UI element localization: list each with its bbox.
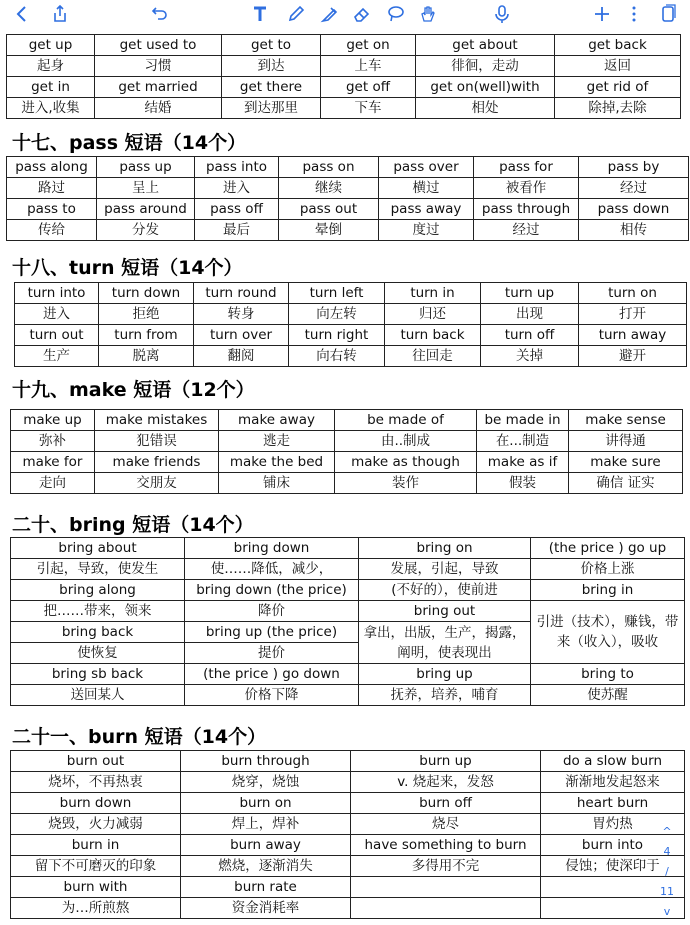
meaning-cell: 使苏醒 [531,685,685,706]
phrase-row [11,877,685,898]
phrase-cell: turn right [289,325,385,346]
meaning-row [11,856,685,877]
meaning-row [7,178,689,199]
chevron-up-icon[interactable]: ^ [662,825,672,838]
phrase-cell: make friends [95,452,219,473]
meaning-cell [351,898,541,919]
meaning-cell: 留下不可磨灭的印象 [11,856,181,877]
phrase-cell: make as though [335,452,477,473]
meaning-cell: v. 烧起来，发怒 [351,772,541,793]
meaning-cell: 交朋友 [95,473,219,494]
section-title-burn: 二十一、burn 短语（14个） [12,726,267,748]
phrase-cell: make mistakes [95,410,219,431]
meaning-cell: 度过 [379,220,474,241]
meaning-cell: 习惯 [95,56,222,77]
get-phrases-table [6,34,680,119]
meaning-cell: 呈上 [97,178,195,199]
meaning-cell: 由..制成 [335,431,477,452]
phrase-cell: get about [416,35,555,56]
meaning-cell: 铺床 [219,473,335,494]
meaning-cell: 为…所煎熬 [11,898,181,919]
pass-phrases-table [6,156,688,241]
meaning-cell: 到达那里 [222,98,321,119]
meaning-cell: 除掉,去除 [555,98,681,119]
meaning-cell: 被看作 [474,178,579,199]
meaning-cell: 烧尽 [351,814,541,835]
phrase-table [10,537,685,706]
phrase-cell: pass up [97,157,195,178]
meaning-cell: 走向 [11,473,95,494]
phrase-cell: heart burn [541,793,685,814]
phrase-cell: turn left [289,283,385,304]
phrase-cell: pass into [195,157,279,178]
phrase-cell: burn down [11,793,181,814]
phrase-cell: bring to [531,664,685,685]
meaning-cell: 拒绝 [99,304,194,325]
meaning-cell: 相传 [579,220,689,241]
phrase-cell: turn over [194,325,289,346]
phrase-cell: bring on [359,538,531,559]
phrase-cell: burn in [11,835,181,856]
phrase-cell: get on(well)with [416,77,555,98]
phrase-row [15,325,687,346]
phrase-cell [351,877,541,898]
meaning-cell: 脱离 [99,346,194,367]
phrase-cell: burn off [351,793,541,814]
meaning-cell: 装作 [335,473,477,494]
meaning-row [11,814,685,835]
meaning-cell: 传给 [7,220,97,241]
phrase-cell: burn away [181,835,351,856]
meaning-cell: 出现 [481,304,579,325]
phrase-cell: turn on [579,283,687,304]
meaning-cell: 逃走 [219,431,335,452]
note-page [0,30,690,920]
phrase-cell: bring about [11,538,185,559]
phrase-cell: get married [95,77,222,98]
section-title-pass: 十七、pass 短语（14个） [12,132,247,154]
meaning-cell: 确信 证实 [569,473,683,494]
phrase-cell: bring back [11,622,185,643]
phrase-cell: pass off [195,199,279,220]
meaning-cell: 资金消耗率 [181,898,351,919]
phrase-row [11,410,683,431]
phrase-cell: turn in [385,283,481,304]
meaning-cell: 分发 [97,220,195,241]
phrase-table [10,750,685,919]
meaning-cell: 进入 [195,178,279,199]
phrase-cell: get in [7,77,95,98]
phrase-row [11,793,685,814]
phrase-cell: turn down [99,283,194,304]
phrase-cell: pass to [7,199,97,220]
phrase-cell: burn into [541,835,685,856]
meaning-cell: 送回某人 [11,685,185,706]
phrase-cell: burn with [11,877,181,898]
section-title-bring: 二十、bring 短语（14个） [12,514,254,536]
phrase-cell: bring down (the price) [185,580,359,601]
phrase-cell: make sense [569,410,683,431]
bring-phrases-table [10,537,684,706]
phrase-cell: pass on [279,157,379,178]
add-icon[interactable] [590,2,614,26]
meaning-cell: 徘徊，走动 [416,56,555,77]
meaning-cell: 降价 [185,601,359,622]
pen-icon[interactable] [284,2,308,26]
phrase-cell: turn into [15,283,99,304]
meaning-cell: 拿出，出版，生产，揭露，阐明，使表现出 [359,622,531,664]
phrase-cell: turn out [15,325,99,346]
meaning-cell: 返回 [555,56,681,77]
phrase-cell: burn rate [181,877,351,898]
phrase-cell: get there [222,77,321,98]
phrase-cell: make up [11,410,95,431]
page-navigator[interactable] [660,825,674,925]
eraser-icon[interactable] [350,2,374,26]
phrase-row [11,751,685,772]
phrase-cell: pass for [474,157,579,178]
section-title-make: 十九、make 短语（12个） [12,379,255,401]
highlighter-icon[interactable] [318,2,342,26]
meaning-cell: 横过 [379,178,474,199]
phrase-cell: make as if [477,452,569,473]
meaning-cell: 在...制造 [477,431,569,452]
meaning-row [7,56,681,77]
text-tool-icon[interactable] [248,2,272,26]
turn-phrases-table [14,282,686,367]
phrase-cell: turn from [99,325,194,346]
meaning-cell: 向左转 [289,304,385,325]
phrase-cell: pass through [474,199,579,220]
meaning-cell: 焊上，焊补 [181,814,351,835]
meaning-cell: 归还 [385,304,481,325]
meaning-cell: 假装 [477,473,569,494]
phrase-cell: pass over [379,157,474,178]
phrase-cell: burn out [11,751,181,772]
meaning-row [11,898,685,919]
phrase-cell: bring down [185,538,359,559]
meaning-cell: 进入,收集 [7,98,95,119]
phrase-cell: be made of [335,410,477,431]
share-icon[interactable] [48,2,72,26]
meaning-cell: 相处 [416,98,555,119]
meaning-row [15,304,687,325]
chevron-down-icon[interactable]: v [663,905,671,918]
phrase-cell: do a slow burn [541,751,685,772]
current-page-number: 4 [663,845,671,858]
meaning-cell: 把……带来，领来 [11,601,185,622]
meaning-row [7,220,689,241]
phrase-cell: get used to [95,35,222,56]
phrase-row [11,452,683,473]
lasso-icon[interactable] [384,2,408,26]
phrase-cell: bring sb back [11,664,185,685]
phrase-cell: make for [11,452,95,473]
meaning-cell: 向右转 [289,346,385,367]
phrase-cell: turn away [579,325,687,346]
meaning-cell: 犯错误 [95,431,219,452]
phrase-cell: get to [222,35,321,56]
meaning-cell: 侵蚀；使深印于 [541,856,685,877]
meaning-cell: 价格上涨 [531,559,685,580]
phrase-cell: make sure [569,452,683,473]
phrase-cell: burn up [351,751,541,772]
phrase-cell: bring in [531,580,685,601]
phrase-cell: make away [219,410,335,431]
undo-icon[interactable] [148,2,172,26]
meaning-row [11,473,683,494]
meaning-cell: 晕倒 [279,220,379,241]
meaning-cell: 翻阅 [194,346,289,367]
meaning-row [15,346,687,367]
meaning-cell: 使……降低，减少， [185,559,359,580]
make-phrases-table [10,409,682,494]
phrase-cell: burn on [181,793,351,814]
more-icon[interactable] [622,2,646,26]
meaning-cell: 抚养，培养，哺育 [359,685,531,706]
total-pages: 11 [660,885,674,898]
meaning-cell: 避开 [579,346,687,367]
phrase-cell: be made in [477,410,569,431]
phrase-cell: get on [321,35,416,56]
meaning-cell: 生产 [15,346,99,367]
meaning-cell: 经过 [579,178,689,199]
phrase-cell: pass away [379,199,474,220]
page-separator: / [665,865,669,878]
phrase-cell: bring up (the price) [185,622,359,643]
back-icon[interactable] [10,2,34,26]
meaning-cell: 烧坏，不再热衷 [11,772,181,793]
phrase-row [11,835,685,856]
phrase-cell: bring up [359,664,531,685]
microphone-icon[interactable] [490,2,514,26]
meaning-row [11,431,683,452]
phrase-table [6,156,689,241]
meaning-cell: 起身 [7,56,95,77]
phrase-cell: turn up [481,283,579,304]
pages-icon[interactable] [656,2,680,26]
phrase-cell: pass along [7,157,97,178]
meaning-cell: 引进（技术），赚钱，带来（收入），吸收 [531,601,685,664]
meaning-cell: 烧毁，火力减弱 [11,814,181,835]
meaning-cell: 弥补 [11,431,95,452]
phrase-cell: burn through [181,751,351,772]
meaning-cell: 往回走 [385,346,481,367]
meaning-cell: 发展，引起，导致 [359,559,531,580]
burn-phrases-table [10,750,684,919]
meaning-cell: 下车 [321,98,416,119]
phrase-cell: get back [555,35,681,56]
meaning-cell: 打开 [579,304,687,325]
phrase-row [7,157,689,178]
phrase-row [15,283,687,304]
app-toolbar [0,0,690,30]
hand-icon[interactable] [416,2,440,26]
phrase-row [7,35,681,56]
phrase-cell: (the price ) go up [531,538,685,559]
meaning-cell: 结婚 [95,98,222,119]
phrase-cell: pass out [279,199,379,220]
meaning-cell: 讲得通 [569,431,683,452]
phrase-table [6,34,681,119]
phrase-cell: get rid of [555,77,681,98]
meaning-cell: 最后 [195,220,279,241]
phrase-cell: get off [321,77,416,98]
meaning-cell: 上车 [321,56,416,77]
phrase-cell: pass by [579,157,689,178]
phrase-row [7,199,689,220]
meaning-cell: 胃灼热 [541,814,685,835]
meaning-cell: 经过 [474,220,579,241]
phrase-cell: pass around [97,199,195,220]
meaning-cell: 提价 [185,643,359,664]
phrase-cell: turn off [481,325,579,346]
phrase-cell: get up [7,35,95,56]
phrase-cell: bring along [11,580,185,601]
meaning-cell: 渐渐地发起怒来 [541,772,685,793]
phrase-cell: bring out [359,601,531,622]
phrase-cell: (the price ) go down [185,664,359,685]
meaning-cell: 进入 [15,304,99,325]
meaning-cell: 燃烧，逐渐消失 [181,856,351,877]
phrase-table [14,282,687,367]
meaning-cell: 使恢复 [11,643,185,664]
meaning-cell: 价格下降 [185,685,359,706]
phrase-cell: make the bed [219,452,335,473]
phrase-cell: turn round [194,283,289,304]
phrase-cell: have something to burn [351,835,541,856]
meaning-cell: 到达 [222,56,321,77]
meaning-cell: 关掉 [481,346,579,367]
phrase-row [7,77,681,98]
meaning-row [7,98,681,119]
phrase-cell: pass down [579,199,689,220]
section-title-turn: 十八、turn 短语（14个） [12,257,243,279]
meaning-cell: 多得用不完 [351,856,541,877]
meaning-cell: (不好的），使前进 [359,580,531,601]
phrase-cell: turn back [385,325,481,346]
meaning-row [11,772,685,793]
meaning-cell: 烧穿，烧蚀 [181,772,351,793]
meaning-cell: 转身 [194,304,289,325]
meaning-cell: 继续 [279,178,379,199]
phrase-table [10,409,683,494]
meaning-cell: 引起，导致，使发生 [11,559,185,580]
meaning-cell: 路过 [7,178,97,199]
